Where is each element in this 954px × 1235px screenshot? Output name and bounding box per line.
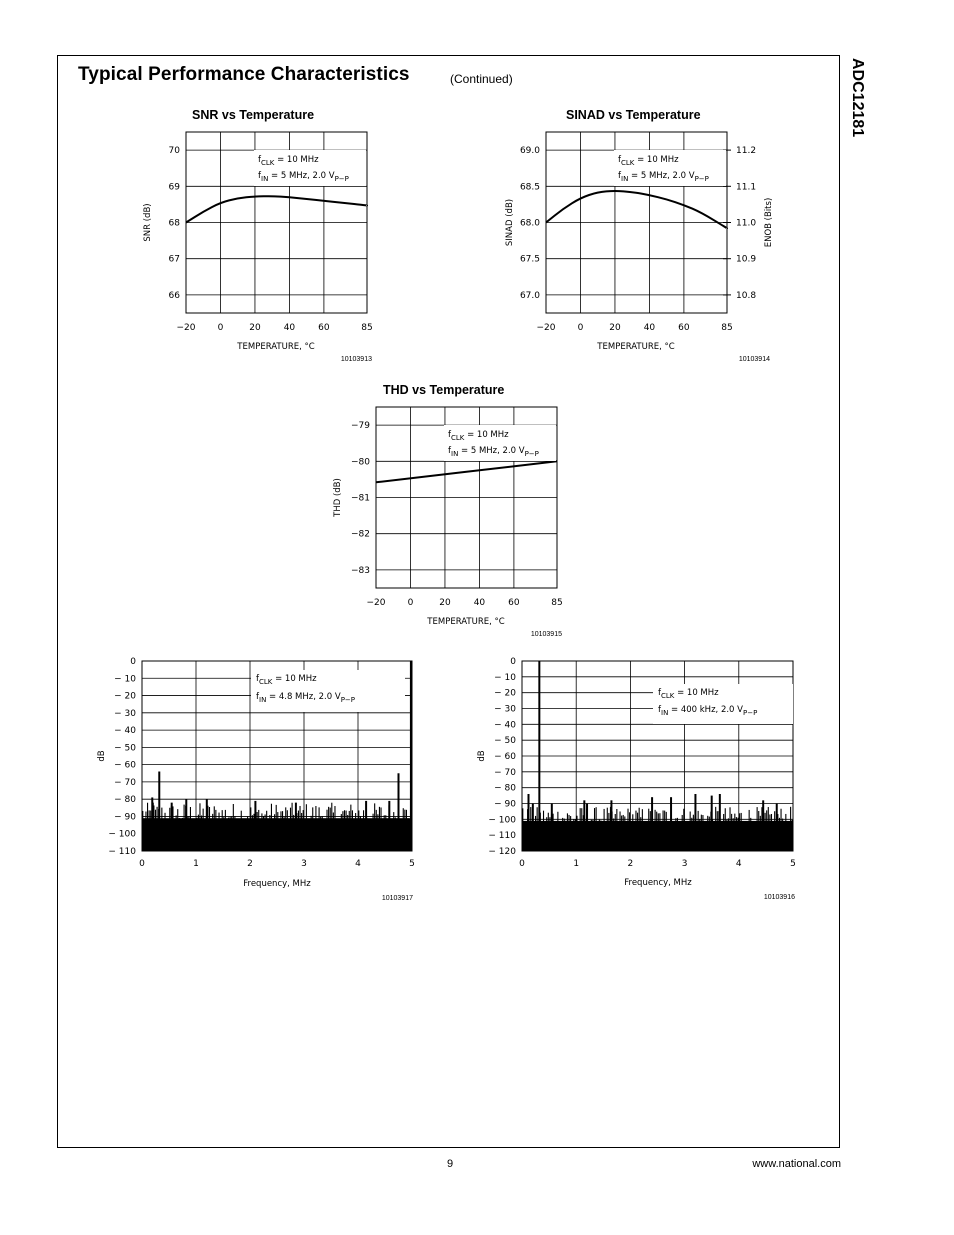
y-tick-label: − 100 [488,815,516,826]
condition-line: $f_{CLK} = 10$ MHz [258,155,319,167]
y-tick-label: 68.5 [519,182,540,193]
y-tick-label: − 100 [108,829,136,840]
noise-floor-band [522,821,793,851]
y-tick-label: 0 [130,657,136,667]
y-tick-label: −79 [351,421,370,432]
y-tick-label: − 110 [488,831,516,842]
x-tick-label: 1 [573,859,580,869]
x-tick-label: 0 [407,598,414,608]
x-tick-label: 0 [577,323,584,333]
snr-chart [143,108,373,363]
x-tick-label: 4 [735,859,742,869]
spectrum2-chart [477,657,796,901]
noise-floor-band [142,818,412,851]
y-axis-label: THD (dB) [333,478,343,517]
y-axis-label: SINAD (dB) [505,198,515,247]
y-tick-label: − 80 [114,795,136,806]
y2-tick-label: 11.1 [736,182,757,193]
y-tick-label: 67.5 [519,254,540,265]
x-tick-label: 2 [247,859,253,869]
chart-title: THD vs Temperature [383,383,505,397]
y-tick-label: − 40 [494,720,516,731]
y-tick-label: − 110 [108,847,136,857]
x-tick-label: 3 [681,859,688,869]
x-tick-label: 20 [439,598,451,608]
y-tick-label: −82 [351,529,370,540]
x-axis-label: Frequency, MHz [243,879,311,889]
figure-id: 10103915 [530,631,562,638]
y-axis-label: dB [97,750,107,762]
y-tick-label: 69 [168,182,180,193]
x-tick-label: 5 [790,859,796,869]
y-tick-label: 68.0 [519,218,540,229]
y2-tick-label: 11.0 [736,218,757,229]
y2-axis-label: ENOB (Bits) [764,197,774,248]
x-tick-label: 2 [627,859,634,869]
y-tick-label: − 40 [114,726,136,737]
x-tick-label: 5 [409,859,415,869]
y-tick-label: − 90 [114,812,136,823]
chart-title: SINAD vs Temperature [566,108,701,122]
y-tick-label: − 50 [114,743,136,754]
x-tick-label: 40 [283,323,296,333]
condition-line: $f_{IN} = 4.8$ MHz, 2.0 $V_{P-P}$ [256,692,355,704]
spectrum1-chart [97,657,415,902]
condition-line: $f_{IN} = 5$ MHz, 2.0 $V_{P-P}$ [448,446,539,458]
y-tick-label: 68 [168,218,180,229]
figure-id: 10103914 [738,356,770,363]
x-tick-label: 40 [473,598,486,608]
y-tick-label: −80 [351,457,370,468]
y-tick-label: −83 [351,565,370,576]
title-continued: (Continued) [450,72,513,86]
y-tick-label: 70 [168,146,180,157]
x-tick-label: 60 [678,323,690,333]
y-tick-label: − 50 [494,736,516,747]
y-tick-label: 0 [510,657,516,667]
y-tick-label: − 70 [494,767,516,778]
y-tick-label: 67.0 [519,290,540,301]
y-tick-label: − 80 [494,783,516,794]
condition-line: $f_{CLK} = 10$ MHz [658,688,719,700]
x-tick-label: 0 [217,323,224,333]
y-tick-label: − 60 [494,752,516,762]
y2-tick-label: 11.2 [736,146,757,157]
y-tick-label: − 30 [114,708,136,719]
thd-chart [333,383,563,638]
x-tick-label: 3 [301,859,307,869]
x-tick-label: 4 [355,859,361,869]
condition-line: $f_{IN} = 5$ MHz, 2.0 $V_{P-P}$ [618,171,709,183]
page-title: Typical Performance Characteristics [78,64,410,85]
x-tick-label: 20 [609,323,621,333]
x-axis-label: TEMPERATURE, °C [427,617,505,627]
sinad-chart [505,108,774,363]
x-tick-label: 85 [361,323,373,333]
condition-line: $f_{IN} = 400$ kHz, 2.0 $V_{P-P}$ [658,705,758,717]
y-tick-label: − 10 [114,674,136,685]
y-tick-label: 67 [168,254,180,265]
series-line [376,461,557,482]
figure-id: 10103916 [763,894,795,901]
y-tick-label: − 90 [494,799,516,810]
condition-line: $f_{CLK} = 10$ MHz [256,674,317,686]
condition-line: $f_{CLK} = 10$ MHz [618,155,679,167]
x-axis-label: Frequency, MHz [624,878,692,888]
website-link[interactable]: www.national.com [752,1158,841,1170]
y-axis-label: dB [477,750,487,762]
condition-line: $f_{IN} = 5$ MHz, 2.0 $V_{P-P}$ [258,171,349,183]
x-axis-label: TEMPERATURE, °C [597,342,675,352]
series-line [186,196,367,222]
x-tick-label: 40 [643,323,656,333]
x-axis-label: TEMPERATURE, °C [237,342,315,352]
x-tick-label: 60 [318,323,330,333]
y-tick-label: − 70 [114,777,136,788]
page-number: 9 [446,1158,454,1170]
condition-line: $f_{CLK} = 10$ MHz [448,430,509,442]
x-tick-label: 85 [551,598,563,608]
x-tick-label: −20 [176,323,196,333]
y-tick-label: − 20 [114,691,136,702]
chart-title: SNR vs Temperature [192,108,315,122]
y-tick-label: 69.0 [519,146,540,157]
x-tick-label: −20 [366,598,386,608]
y-tick-label: − 30 [494,704,516,715]
y-tick-label: − 120 [488,847,516,857]
y-tick-label: − 60 [114,760,136,771]
x-tick-label: 0 [519,859,525,869]
y-tick-label: − 20 [494,688,516,699]
y-tick-label: − 10 [494,672,516,683]
y-axis-label: SNR (dB) [143,203,153,242]
x-tick-label: 20 [249,323,261,333]
y-tick-label: −81 [351,493,370,504]
x-tick-label: 1 [193,859,199,869]
figure-id: 10103913 [340,356,372,363]
y2-tick-label: 10.8 [736,290,757,301]
x-tick-label: 85 [721,323,733,333]
figure-id: 10103917 [381,895,413,902]
y2-tick-label: 10.9 [736,254,757,265]
x-tick-label: 0 [139,859,145,869]
x-tick-label: −20 [536,323,556,333]
part-number: ADC12181 [849,58,866,138]
y-tick-label: 66 [168,290,180,301]
x-tick-label: 60 [508,598,520,608]
